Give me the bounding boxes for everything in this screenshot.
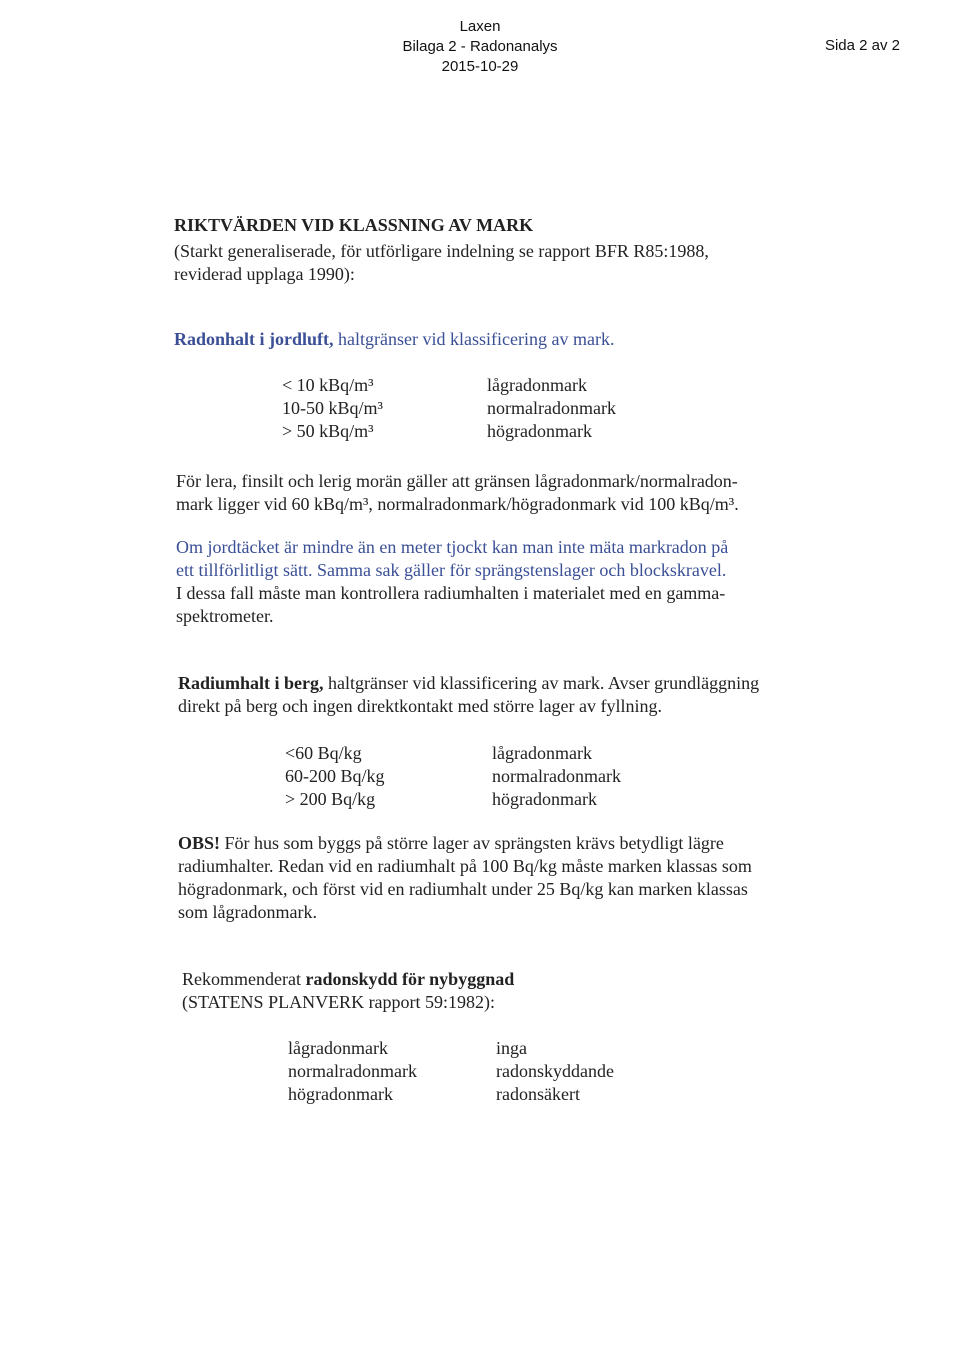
soil-air-class: normalradonmark	[487, 398, 616, 418]
soil-air-range: > 50 kBq/m³	[282, 421, 374, 441]
header-date: 2015-10-29	[441, 58, 519, 75]
rock-heading-bold: Radiumhalt i berg,	[178, 673, 324, 693]
obs-line4: som lågradonmark.	[178, 902, 317, 922]
header-project: Laxen	[459, 18, 501, 35]
rock-range: <60 Bq/kg	[285, 743, 362, 763]
thin-soil-line3: I dessa fall måste man kontrollera radiumhalten i materialet med en gamma-	[176, 583, 726, 603]
rock-range: > 200 Bq/kg	[285, 789, 376, 809]
rock-heading	[178, 672, 759, 695]
soil-air-heading-bold: Radonhalt i jordluft,	[174, 329, 334, 349]
thin-soil-line4: spektrometer.	[176, 606, 274, 626]
protection-class: högradonmark	[288, 1084, 393, 1104]
protection-heading-start: Rekommenderat	[182, 969, 306, 989]
obs-label: OBS!	[178, 833, 221, 853]
rock-class: normalradonmark	[492, 766, 621, 786]
protection-value: radonskyddande	[496, 1061, 614, 1081]
rock-heading-rest: haltgränser vid klassificering av mark. Avser grundläggning	[323, 673, 760, 693]
rock-class: högradonmark	[492, 789, 597, 809]
section-title: RIKTVÄRDEN VID KLASSNING AV MARK	[174, 215, 534, 235]
page-number: Sida 2 av 2	[824, 37, 900, 54]
page-header	[0, 17, 960, 77]
soil-air-range: 10-50 kBq/m³	[282, 398, 383, 418]
section-subtitle-line2: reviderad upplaga 1990):	[174, 264, 355, 284]
rock-range: 60-200 Bq/kg	[285, 766, 385, 786]
thin-soil-line1: Om jordtäcket är mindre än en meter tjockt kan man inte mäta markradon på	[176, 537, 729, 557]
obs-text: För hus som byggs på större lager av sprängsten krävs betydligt lägre	[220, 833, 724, 853]
thin-soil-line2: ett tillförlitligt sätt. Samma sak gäller för sprängstenslager och blockskravel.	[176, 560, 727, 580]
protection-heading-line2: (STATENS PLANVERK rapport 59:1982):	[182, 992, 496, 1012]
protection-value: inga	[496, 1038, 527, 1058]
obs-line1	[178, 832, 724, 855]
rock-heading-line2: direkt på berg och ingen direktkontakt med större lager av fyllning.	[178, 696, 663, 716]
section-subtitle-line1: (Starkt generaliserade, för utförligare indelning se rapport BFR R85:1988,	[174, 241, 709, 261]
soil-air-heading-rest: haltgränser vid klassificering av mark.	[333, 329, 615, 349]
protection-heading-bold: radonskydd för nybyggnad	[305, 969, 515, 989]
protection-class: normalradonmark	[288, 1061, 417, 1081]
protection-class: lågradonmark	[288, 1038, 388, 1058]
protection-value: radonsäkert	[496, 1084, 580, 1104]
obs-line2: radiumhalter. Redan vid en radiumhalt på 100 Bq/kg måste marken klassas som	[178, 856, 752, 876]
soil-air-note-line2: mark ligger vid 60 kBq/m³, normalradonmark/högradonmark vid 100 kBq/m³.	[176, 494, 739, 514]
soil-air-range: < 10 kBq/m³	[282, 375, 374, 395]
soil-air-note-line1: För lera, finsilt och lerig morän gäller att gränsen lågradonmark/normalradon-	[176, 471, 738, 491]
protection-heading	[182, 968, 514, 991]
soil-air-class: högradonmark	[487, 421, 592, 441]
soil-air-heading	[174, 328, 614, 351]
obs-line3: högradonmark, och först vid en radiumhalt under 25 Bq/kg kan marken klassas	[178, 879, 748, 899]
rock-class: lågradonmark	[492, 743, 592, 763]
header-title: Bilaga 2 - Radonanalys	[402, 38, 558, 55]
soil-air-class: lågradonmark	[487, 375, 587, 395]
